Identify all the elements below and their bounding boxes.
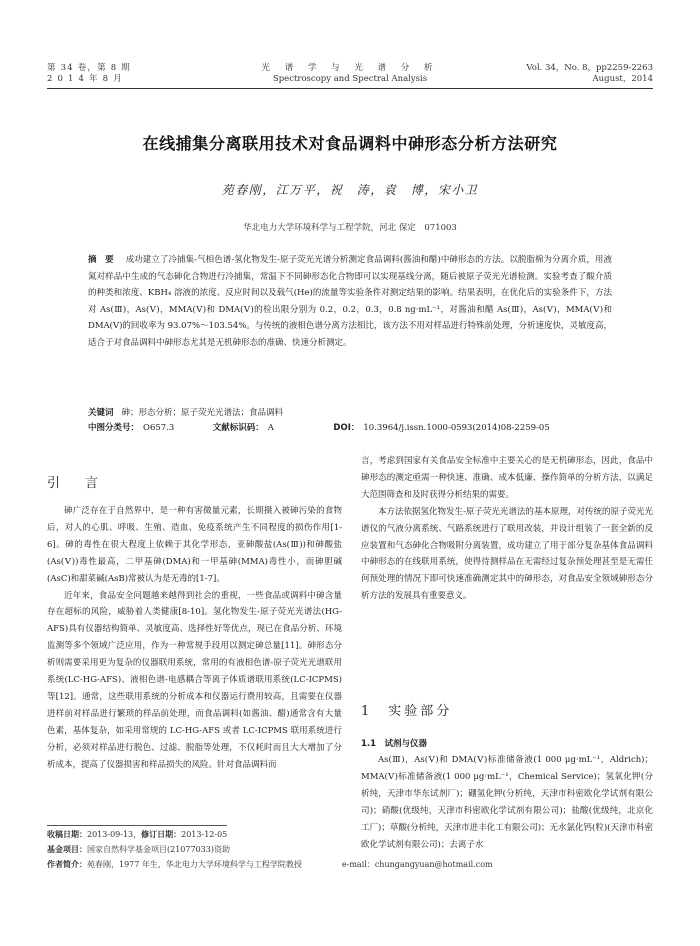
keywords bbox=[88, 406, 612, 420]
affiliation: 华北电力大学环境科学与工程学院，河北 保定 071003 bbox=[243, 223, 457, 233]
keywords-label: 关键词 bbox=[88, 408, 114, 418]
abstract bbox=[88, 252, 612, 351]
intro-paragraph-continued: 言，考虑到国家有关食品安全标准中主要关心的是无机砷形态，因此，食品中砷形态的测定亟需一种快速、准确、成本低廉、操作简单的分析方法，以满足大范围筛查和及时获得分析结果的需要。 bbox=[361, 456, 653, 500]
abstract-text: 成功建立了冷捕集-气相色谱-氢化物发生-原子荧光光谱分析测定食品调料(酱油和醋)中砷形态的方法。以脱脂棉为分离介质，用液氮对样品中生成的气态砷化合物进行冷捕集，常温下不同砷形态化合物即可以实现基线分离，随后被原子荧光光谱检测。实验考查了酸介质的种类和浓度、KBH₄ 溶液的浓度、反应时间以及载气(He)的流量等实验条件对测定结果的影响。结果表明，在优化后的实验条件下，方法对 As(Ⅲ)，As(Ⅴ)，MMA(Ⅴ)和 DMA(Ⅴ)的检出限分别为 0.2，0.2，0.3，0.8 ng·mL⁻¹，对酱油和醋 As(Ⅲ)，As(Ⅴ)，MMA(Ⅴ)和 DMA(Ⅴ)的回收率为 93.07%～103.54%。与传统的液相色谱分离方法相比，该方法不用对样品进行特殊前处理，分析速度快，灵敏度高，适合于对食品调料中砷形态尤其是无机砷形态的准确、快速分析测定。 bbox=[88, 255, 612, 348]
section-heading-experimental: 1 实验部分 bbox=[361, 704, 453, 719]
revised-label: 修订日期： bbox=[141, 830, 182, 839]
author-bio-label: 作者简介： bbox=[47, 860, 87, 869]
section-heading-intro: 引 言 bbox=[47, 476, 105, 491]
intro-paragraph-3: 本方法依据氢化物发生-原子荧光光谱法的基本原理，对传统的原子荧光光谱仪的气液分离系统、气路系统进行了联用改装，并设计组装了一套全新的反应装置和气态砷化合物吸附分离装置，成功建立了用于部分复杂基体食品调料中砷形态的在线联用系统，使得待测样品在无需经过复杂预处理甚至是无需任何预处理的情况下即可快速准确测定其中的砷形态，对食品安全领域砷形态分析方法的发展具有重要意义。 bbox=[361, 506, 653, 602]
received-date: 2013-09-13， bbox=[87, 830, 142, 839]
intro-paragraph-1: 砷广泛存在于自然界中，是一种有害微量元素，长期摄入被砷污染的食物后，对人的心肌、呼吸、生殖、造血、免疫系统产生不同程度的损伤作用[1-6]。砷的毒性在很大程度上依赖于其化学形态，亚砷酸盐(As(Ⅲ))和砷酸盐(As(Ⅴ))毒性最高，二甲基砷(DMA)和一甲基砷(MMA)毒性小，而砷胆碱(AsC)和甜菜碱(AsB)常被认为是无毒的[1-7]。 bbox=[47, 506, 342, 584]
footnote-author bbox=[47, 859, 493, 871]
clc-label: 中图分类号： bbox=[88, 423, 140, 433]
right-column-text bbox=[361, 453, 653, 605]
reagents-column bbox=[361, 752, 653, 853]
fund-label: 基金项目： bbox=[47, 845, 87, 854]
classification-line bbox=[88, 421, 612, 435]
fund-value: 国家自然科学基金项目(21077033)资助 bbox=[87, 845, 230, 854]
abstract-label: 摘 要 bbox=[88, 255, 114, 265]
doc-code-label: 文献标识码： bbox=[212, 423, 264, 433]
received-label: 收稿日期： bbox=[47, 830, 87, 839]
intro-column bbox=[47, 503, 342, 774]
author-bio: 苑春刚，1977 年生，华北电力大学环境科学与工程学院教授 bbox=[87, 860, 302, 869]
vol-pages: Vol. 34，No. 8，pp2259-2263 bbox=[526, 63, 653, 73]
footnote-rule bbox=[47, 825, 227, 826]
journal-name-cn: 光 谱 学 与 光 谱 分 析 bbox=[261, 63, 439, 73]
journal-citation-info bbox=[526, 63, 653, 85]
journal-volume-info bbox=[47, 63, 131, 85]
footnote-dates bbox=[47, 829, 227, 841]
journal-name-en: Spectroscopy and Spectral Analysis bbox=[272, 74, 428, 84]
subsection-heading-reagents: 1.1 试剂与仪器 bbox=[361, 739, 428, 749]
footnote-funding bbox=[47, 844, 230, 856]
doi-label: DOI： bbox=[333, 423, 360, 433]
clc-value: O657.3 bbox=[143, 423, 175, 433]
revised-date: 2013-12-05 bbox=[181, 830, 228, 839]
reagents-paragraph: As(Ⅲ)，As(Ⅴ)和 DMA(Ⅴ)标准储备液(1 000 μg·mL⁻¹，Aldrich)；MMA(Ⅴ)标准储备液(1 000 μg·mL⁻¹，Chemical Service)；氢氧化钾(分析纯，天津市华东试剂厂)；硼氢化钾(分析纯，天津市科密欧化学试剂有限公司)；硝酸(优级纯，天津市科密欧化学试剂有限公司)；盐酸(优级纯，北京化工厂)；草酸(分析纯，天津市进丰化工有限公司)；无水氯化钙(粒)(天津市科密欧化学试剂有限公司)；去离子水 bbox=[361, 755, 653, 850]
publication-date: 2 0 1 4 年 8 月 bbox=[47, 74, 123, 84]
author-list: 苑春刚，江万平，祝 涛，袁 博，宋小卫 bbox=[221, 183, 479, 197]
volume-issue: 第 34 卷，第 8 期 bbox=[47, 63, 131, 73]
paper-title: 在线捕集分离联用技术对食品调料中砷形态分析方法研究 bbox=[142, 134, 558, 153]
month-year: August，2014 bbox=[592, 74, 653, 84]
keywords-text: 砷；形态分析；原子荧光光谱法；食品调料 bbox=[121, 408, 284, 418]
doc-code-value: A bbox=[267, 423, 274, 433]
journal-name bbox=[250, 63, 450, 85]
intro-paragraph-2: 近年来，食品安全问题越来越得到社会的重视，一些食品或调料中砷含量存在超标的风险，威胁着人类健康[8-10]。氢化物发生-原子荧光光谱法(HG-AFS)具有仪器结构简单、灵敏度高、选择性好等优点，现已在食品分析、环境监测等多个领域广泛应用，作为一种常规手段用以测定砷总量[11]。砷形态分析则需要采用更为复杂的仪器联用系统，常用的有液相色谱-原子荧光光谱联用系统(LC-HG-AFS)、液相色谱-电感耦合等离子体质谱联用系统(LC-ICPMS)等[12]。通常，这些联用系统的分析成本和仪器运行费用较高，且需要在仪器进样前对样品进行繁琐的样品前处理，而食品调料(如酱油、醋)通常含有大量色素，基体复杂，如采用常规的 LC-HG-AFS 或者 LC-ICPMS 联用系统进行分析，必须对样品进行脱色、过滤、脱脂等处理，不仅耗时而且大大增加了分析成本，提高了仪器损害和样品损失的风险。针对食品调料而 bbox=[47, 590, 342, 770]
doi-value[interactable]: 10.3964/j.issn.1000-0593(2014)08-2259-05 bbox=[363, 423, 550, 433]
header-rule bbox=[47, 88, 653, 89]
author-email[interactable]: e-mail：chungangyuan@hotmail.com bbox=[341, 860, 493, 869]
